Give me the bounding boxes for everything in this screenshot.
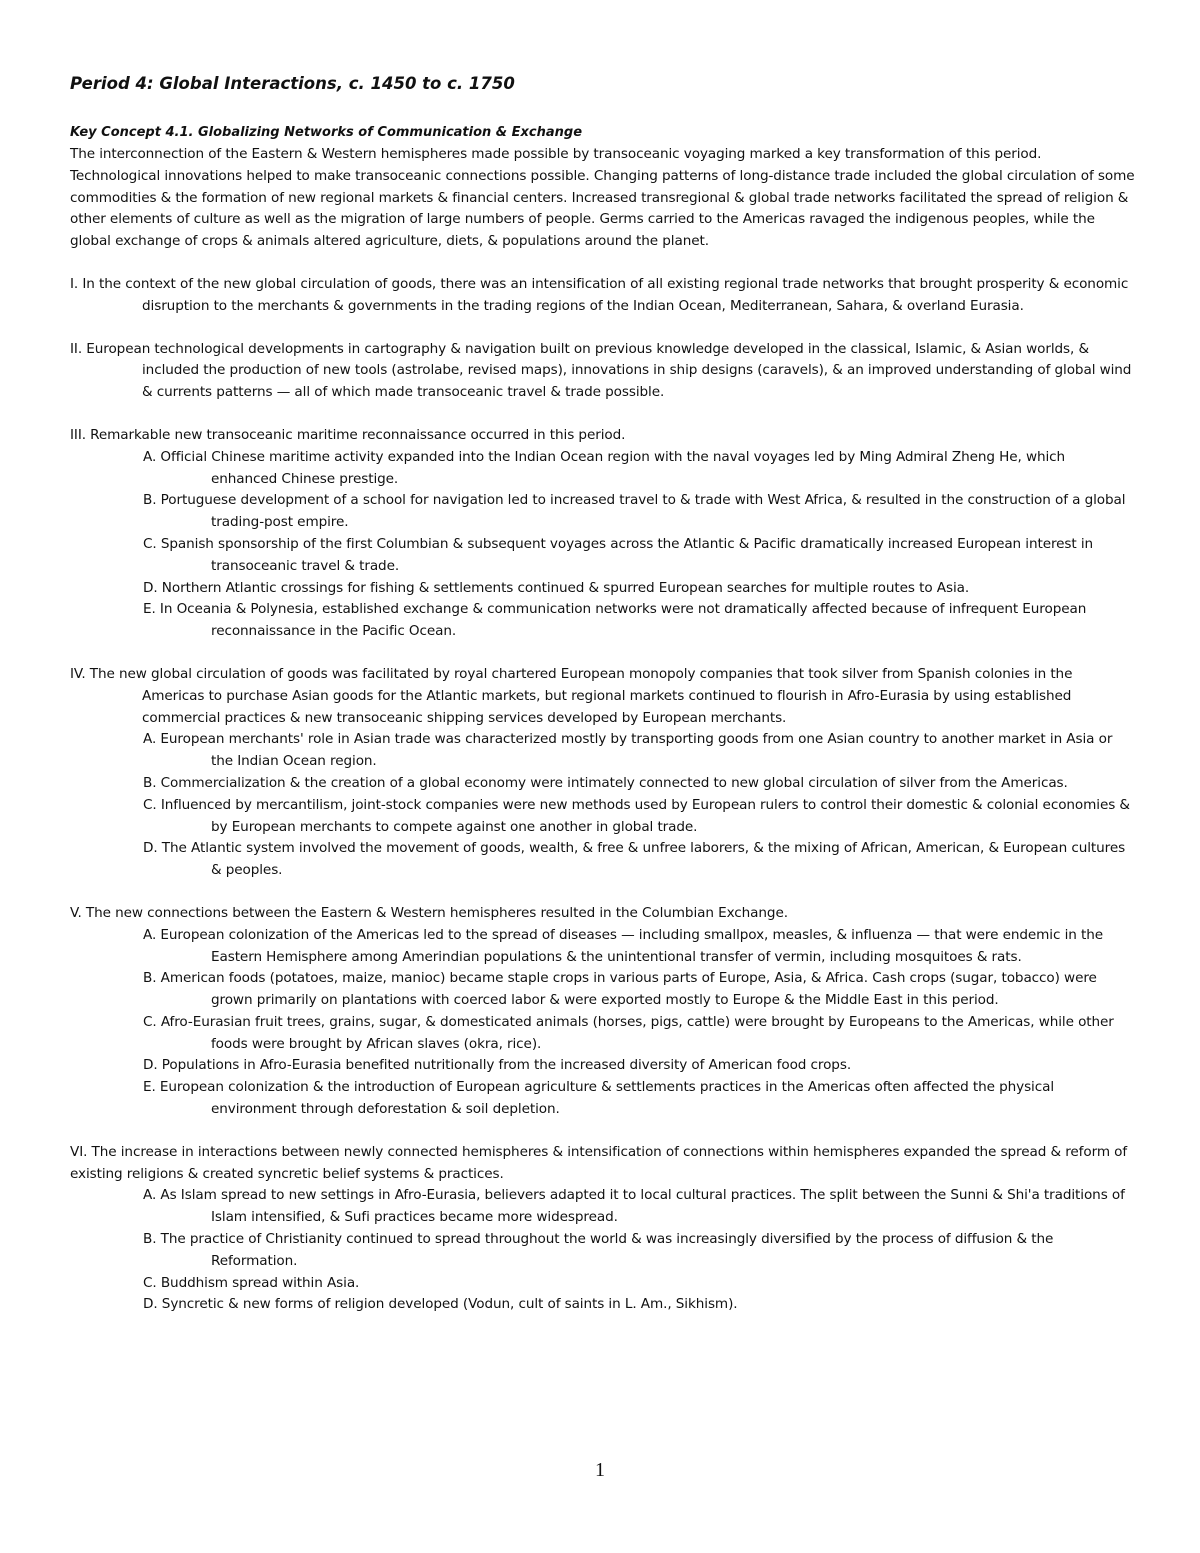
section-3-sub-a: A. Official Chinese maritime activity expanded into the Indian Ocean region with the naval voyages led by Ming Admiral Zheng He, which enhanced Chinese prestige. [143,448,1066,487]
section-1 [70,274,1135,318]
section-4-sub-b: B. Commercialization & the creation of a global economy were intimately connected to new global circulation of silver from the Americas. [143,774,1068,791]
section-5-sub-a: A. European colonization of the Americas led to the spread of diseases — including smallpox, measles, & influenza — that were endemic in the Eastern Hemisphere among Amerindian populations & the unintentional transfer of vermin, including mosquitoes & rats. [143,926,1104,965]
section-2 [70,339,1135,404]
section-4-sub-d: D. The Atlantic system involved the movement of goods, wealth, & free & unfree laborers, & the mixing of African, American, & European cultures & peoples. [143,840,1126,879]
section-3-text: III. Remarkable new transoceanic maritime reconnaissance occurred in this period. [70,426,626,443]
key-concept-intro: The interconnection of the Eastern & Western hemispheres made possible by transoceanic voyaging marked a key transformation of this period. Technological innovations helped to make transoceanic connections possible. Changing patterns of long-distance trade included the global circulation of some commodities & the formation of new regional markets & financial centers. Increased transregional & global trade networks facilitated the spread of religion & other elements of culture as well as the migration of large numbers of people. Germs carried to the Americas ravaged the indigenous peoples, while the global exchange of crops & animals altered agriculture, diets, & populations around the planet. [70,146,1135,250]
section-6-sub-c: C. Buddhism spread within Asia. [143,1274,360,1291]
section-3-sub-c: C. Spanish sponsorship of the first Columbian & subsequent voyages across the Atlantic & Pacific dramatically increased European interest in transoceanic travel & trade. [143,535,1094,574]
section-4-sub-c: C. Influenced by mercantilism, joint-stock companies were new methods used by European rulers to control their domestic & colonial economies & by European merchants to compete against one another in global trade. [143,796,1130,835]
section-6-sub-b: B. The practice of Christianity continued to spread throughout the world & was increasingly diversified by the process of diffusion & the Reformation. [143,1231,1054,1269]
section-6-text: VI. The increase in interactions between newly connected hemispheres & intensification of connections within hemispheres expanded the spread & reform of existing religions & created syncretic belief systems & practices. [70,1143,1128,1182]
section-5-sub-c: C. Afro-Eurasian fruit trees, grains, sugar, & domesticated animals (horses, pigs, cattle) were brought by Europeans to the Americas, while other foods were brought by African slaves (okra, rice). [143,1013,1114,1052]
key-concept-heading: Key Concept 4.1. Globalizing Networks of Communication & Exchange [70,125,583,140]
section-6-sub-a: A. As Islam spread to new settings in Afro-Eurasia, believers adapted it to local cultural practices. The split between the Sunni & Shi'a traditions of Islam intensified, & Sufi practices became more widespread. [143,1187,1125,1226]
section-2-text: II. European technological developments in cartography & navigation built on previous knowledge developed in the classical, Islamic, & Asian worlds, & included the production of new tools (astrolabe, revised maps), innovations in ship designs (caravels), & an improved understanding of global wind & currents patterns — all of which made transoceanic travel & trade possible. [70,340,1132,401]
section-5-text: V. The new connections between the Eastern & Western hemispheres resulted in the Columbian Exchange. [70,904,788,921]
section-3-sub-d: D. Northern Atlantic crossings for fishing & settlements continued & spurred European searches for multiple routes to Asia. [143,579,970,596]
section-3-sub-b: B. Portuguese development of a school for navigation led to increased travel to & trade with West Africa, & resulted in the construction of a global trading-post empire. [143,492,1126,531]
section-1-text: I. In the context of the new global circulation of goods, there was an intensification of all existing regional trade networks that brought prosperity & economic disruption to the merchants & governments in the trading regions of the Indian Ocean, Mediterranean, Sahara, & overland Eurasia. [70,275,1129,314]
section-5-sub-d: D. Populations in Afro-Eurasia benefited nutritionally from the increased diversity of American food crops. [143,1057,852,1074]
section-4 [70,664,1135,882]
section-4-sub-a: A. European merchants' role in Asian trade was characterized mostly by transporting goods from one Asian country to another market in Asia or the Indian Ocean region. [143,731,1113,770]
section-4-text: IV. The new global circulation of goods was facilitated by royal chartered European monopoly companies that took silver from Spanish colonies in the Americas to purchase Asian goods for the Atlantic markets, but regional markets continued to flourish in Afro-Eurasia by using established commercial practices & new transoceanic shipping services developed by European merchants. [70,665,1073,726]
section-5-sub-e: E. European colonization & the introduction of European agriculture & settlements practices in the Americas often affected the physical environment through deforestation & soil depletion. [143,1079,1055,1118]
page-title: Period 4: Global Interactions, c. 1450 to c. 1750 [70,74,515,93]
document-page [70,72,1135,1337]
section-6 [70,1142,1135,1316]
page-number: 1 [595,1459,605,1481]
section-5 [70,903,1135,1121]
section-5-sub-b: B. American foods (potatoes, maize, manioc) became staple crops in various parts of Europe, Asia, & Africa. Cash crops (sugar, tobacco) were grown primarily on plantations with coerced labor & were exported mostly to Europe & the Middle East in this period. [143,970,1097,1009]
section-3 [70,425,1135,643]
section-6-sub-d: D. Syncretic & new forms of religion developed (Vodun, cult of saints in L. Am., Sikhism). [143,1296,738,1313]
section-3-sub-e: E. In Oceania & Polynesia, established exchange & communication networks were not dramatically affected because of infrequent European reconnaissance in the Pacific Ocean. [143,601,1087,640]
